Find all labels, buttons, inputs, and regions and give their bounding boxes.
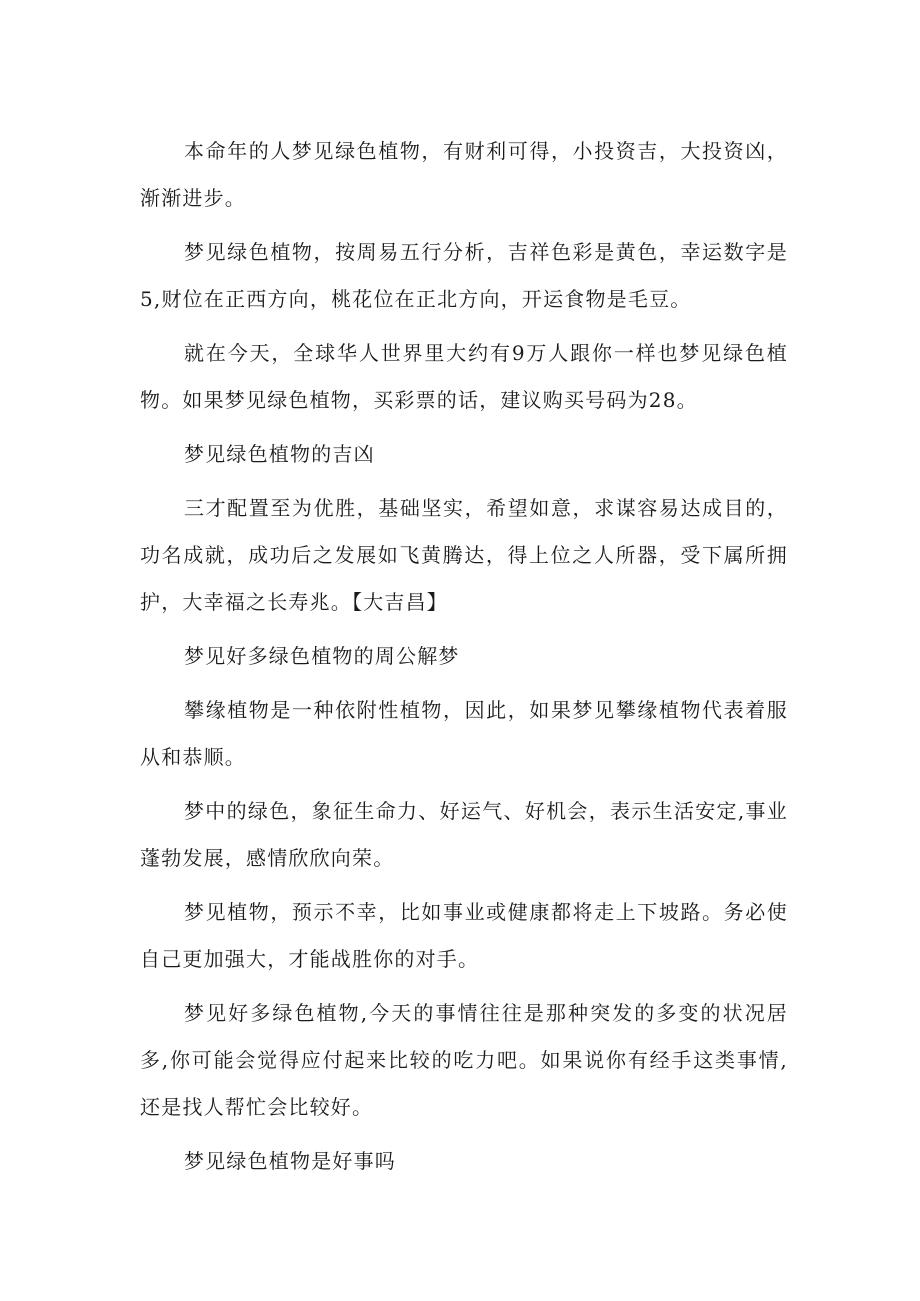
paragraph-climbing-plant: 攀缘植物是一种依附性植物，因此，如果梦见攀缘植物代表着服从和恭顺。 [140, 698, 788, 769]
paragraph-plant-omen: 梦见植物，预示不幸，比如事业或健康都将走上下坡路。务必使自己更加强大，才能战胜你的对手。 [140, 900, 788, 971]
section-heading-zhougong: 梦见好多绿色植物的周公解梦 [184, 644, 460, 668]
paragraph-today: 就在今天，全球华人世界里大约有9万人跟你一样也梦见绿色植物。如果梦见绿色植物，买彩票的话，建议购买号码为28。 [140, 341, 788, 412]
paragraph-green-meaning: 梦中的绿色，象征生命力、好运气、好机会，表示生活安定,事业蓬勃发展，感情欣欣向荣。 [140, 799, 788, 870]
section-heading-good-thing: 梦见绿色植物是好事吗 [184, 1149, 396, 1173]
paragraph-three-talents: 三才配置至为优胜，基础坚实，希望如意，求谋容易达成目的，功名成就，成功后之发展如飞黄腾达，得上位之人所器，受下属所拥护，大幸福之长寿兆。【大吉昌】 [140, 496, 788, 614]
paragraph-many-plants: 梦见好多绿色植物,今天的事情往往是那种突发的多变的状况居多,你可能会觉得应付起来比较的吃力吧。如果说你有经手这类事情,还是找人帮忙会比较好。 [140, 1001, 788, 1119]
paragraph-intro: 本命年的人梦见绿色植物，有财利可得，小投资吉，大投资凶，渐渐进步。 [140, 139, 788, 210]
section-heading-fortune: 梦见绿色植物的吉凶 [184, 442, 375, 466]
paragraph-five-elements: 梦见绿色植物，按周易五行分析，吉祥色彩是黄色，幸运数字是5,财位在正西方向，桃花位在正北方向，开运食物是毛豆。 [140, 240, 788, 311]
document-body [140, 128, 788, 1192]
